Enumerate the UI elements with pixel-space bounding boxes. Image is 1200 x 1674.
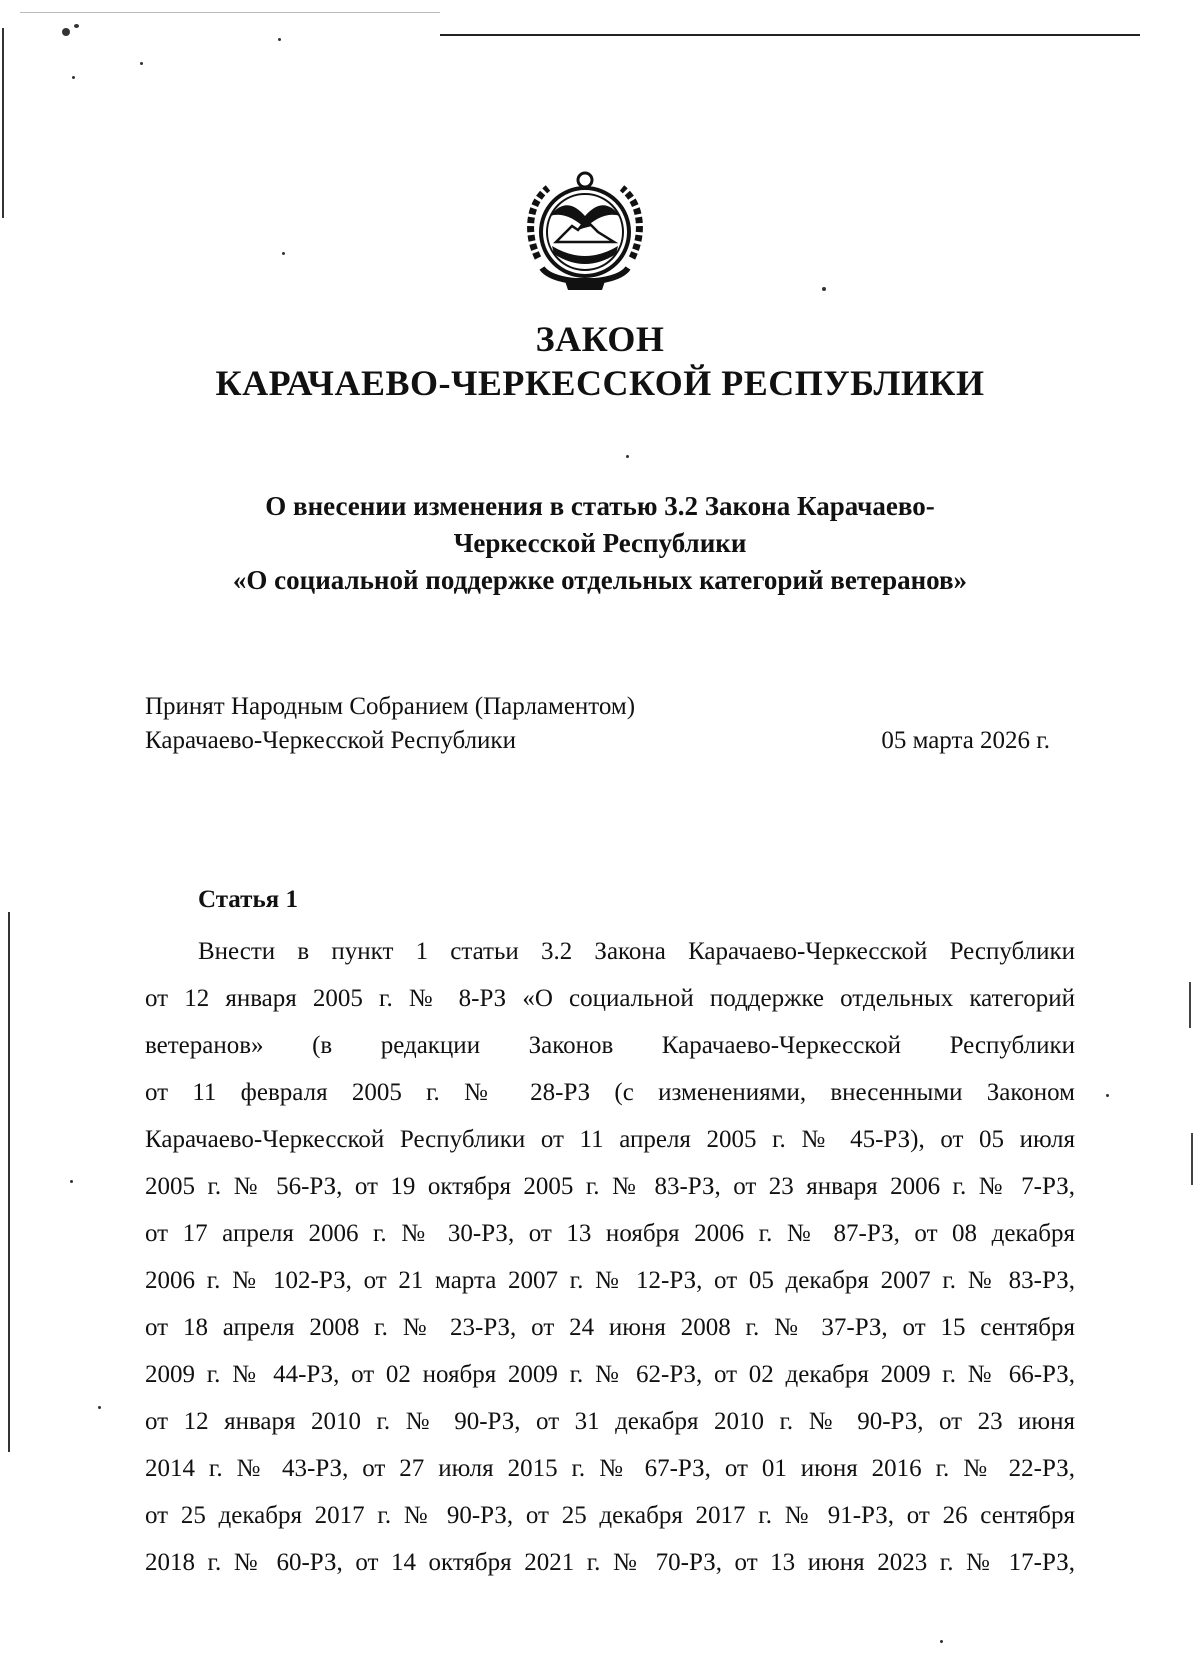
article-line: Внести в пункт 1 статьи 3.2 Закона Карачаево-Черкесской Республики <box>198 938 1075 965</box>
adoption-body-name: Карачаево-Черкесской Республики <box>145 727 516 754</box>
scan-speck <box>626 455 629 458</box>
article-line: 2018 г. № 60-РЗ, от 14 октября 2021 г. № 70-РЗ, от 13 июня 2023 г. № 17-РЗ, <box>145 1549 1075 1576</box>
scan-artifact-line <box>2 28 4 218</box>
subject-line: Черкесской Республики <box>453 528 747 558</box>
scan-speck <box>140 62 143 65</box>
scan-speck <box>70 1180 73 1183</box>
article-line: 2006 г. № 102-РЗ, от 21 марта 2007 г. № 12-РЗ, от 05 декабря 2007 г. № 83-РЗ, <box>145 1267 1075 1294</box>
subject-line: О внесении изменения в статью 3.2 Закона Карачаево- <box>265 491 935 521</box>
article-line: от 12 января 2010 г. № 90-РЗ, от 31 декабря 2010 г. № 90-РЗ, от 23 июня <box>145 1408 1075 1435</box>
article-body <box>145 928 1075 1586</box>
scan-speck <box>822 287 826 291</box>
adoption-line <box>145 690 1060 724</box>
republic-name: КАРАЧАЕВО-ЧЕРКЕССКОЙ РЕСПУБЛИКИ <box>215 363 985 403</box>
scan-speck <box>282 252 285 255</box>
article-line: Карачаево-Черкесской Республики от 11 апреля 2005 г. № 45-РЗ), от 05 июля <box>145 1126 1075 1153</box>
scan-speck <box>1106 1094 1109 1097</box>
adoption-line <box>145 724 1060 758</box>
article-line: от 25 декабря 2017 г. № 90-РЗ, от 25 декабря 2017 г. № 91-РЗ, от 26 сентября <box>145 1502 1075 1529</box>
article-line: 2005 г. № 56-РЗ, от 19 октября 2005 г. № 83-РЗ, от 23 января 2006 г. № 7-РЗ, <box>145 1173 1075 1200</box>
scan-speck <box>72 76 75 79</box>
scan-speck <box>98 1406 101 1409</box>
article-line: 2009 г. № 44-РЗ, от 02 ноября 2009 г. № 62-РЗ, от 02 декабря 2009 г. № 66-РЗ, <box>145 1361 1075 1388</box>
law-subject <box>150 488 1050 599</box>
law-title: ЗАКОН <box>535 319 665 359</box>
scan-artifact-line <box>1189 982 1191 1028</box>
coat-of-arms-emblem <box>520 170 650 300</box>
article-line: от 11 февраля 2005 г. № 28-РЗ (с изменениями, внесенными Законом <box>145 1079 1075 1106</box>
scan-speck <box>74 24 79 28</box>
scan-artifact-line <box>20 12 440 13</box>
scan-speck <box>62 28 70 36</box>
article-line: от 18 апреля 2008 г. № 23-РЗ, от 24 июня 2008 г. № 37-РЗ, от 15 сентября <box>145 1314 1075 1341</box>
scan-artifact-line <box>8 912 10 1452</box>
scan-artifact-line <box>1191 1133 1193 1185</box>
scan-artifact-line <box>440 34 1140 36</box>
scan-speck <box>278 38 281 41</box>
adoption-block <box>145 690 1060 758</box>
article-line: ветеранов» (в редакции Законов Карачаево-Черкесской Республики <box>145 1032 1075 1059</box>
article-line: 2014 г. № 43-РЗ, от 27 июля 2015 г. № 67-РЗ, от 01 июня 2016 г. № 22-РЗ, <box>145 1455 1075 1482</box>
scan-speck <box>940 1640 943 1643</box>
article-line: от 17 апреля 2006 г. № 30-РЗ, от 13 ноября 2006 г. № 87-РЗ, от 08 декабря <box>145 1220 1075 1247</box>
adoption-date: 05 марта 2026 г. <box>881 727 1050 754</box>
article-line: от 12 января 2005 г. № 8-РЗ «О социальной поддержке отдельных категорий <box>145 985 1075 1012</box>
adoption-body: Принят Народным Собранием (Парламентом) <box>145 693 636 720</box>
subject-line: «О социальной поддержке отдельных категорий ветеранов» <box>232 565 968 595</box>
article-heading: Статья 1 <box>198 886 298 913</box>
